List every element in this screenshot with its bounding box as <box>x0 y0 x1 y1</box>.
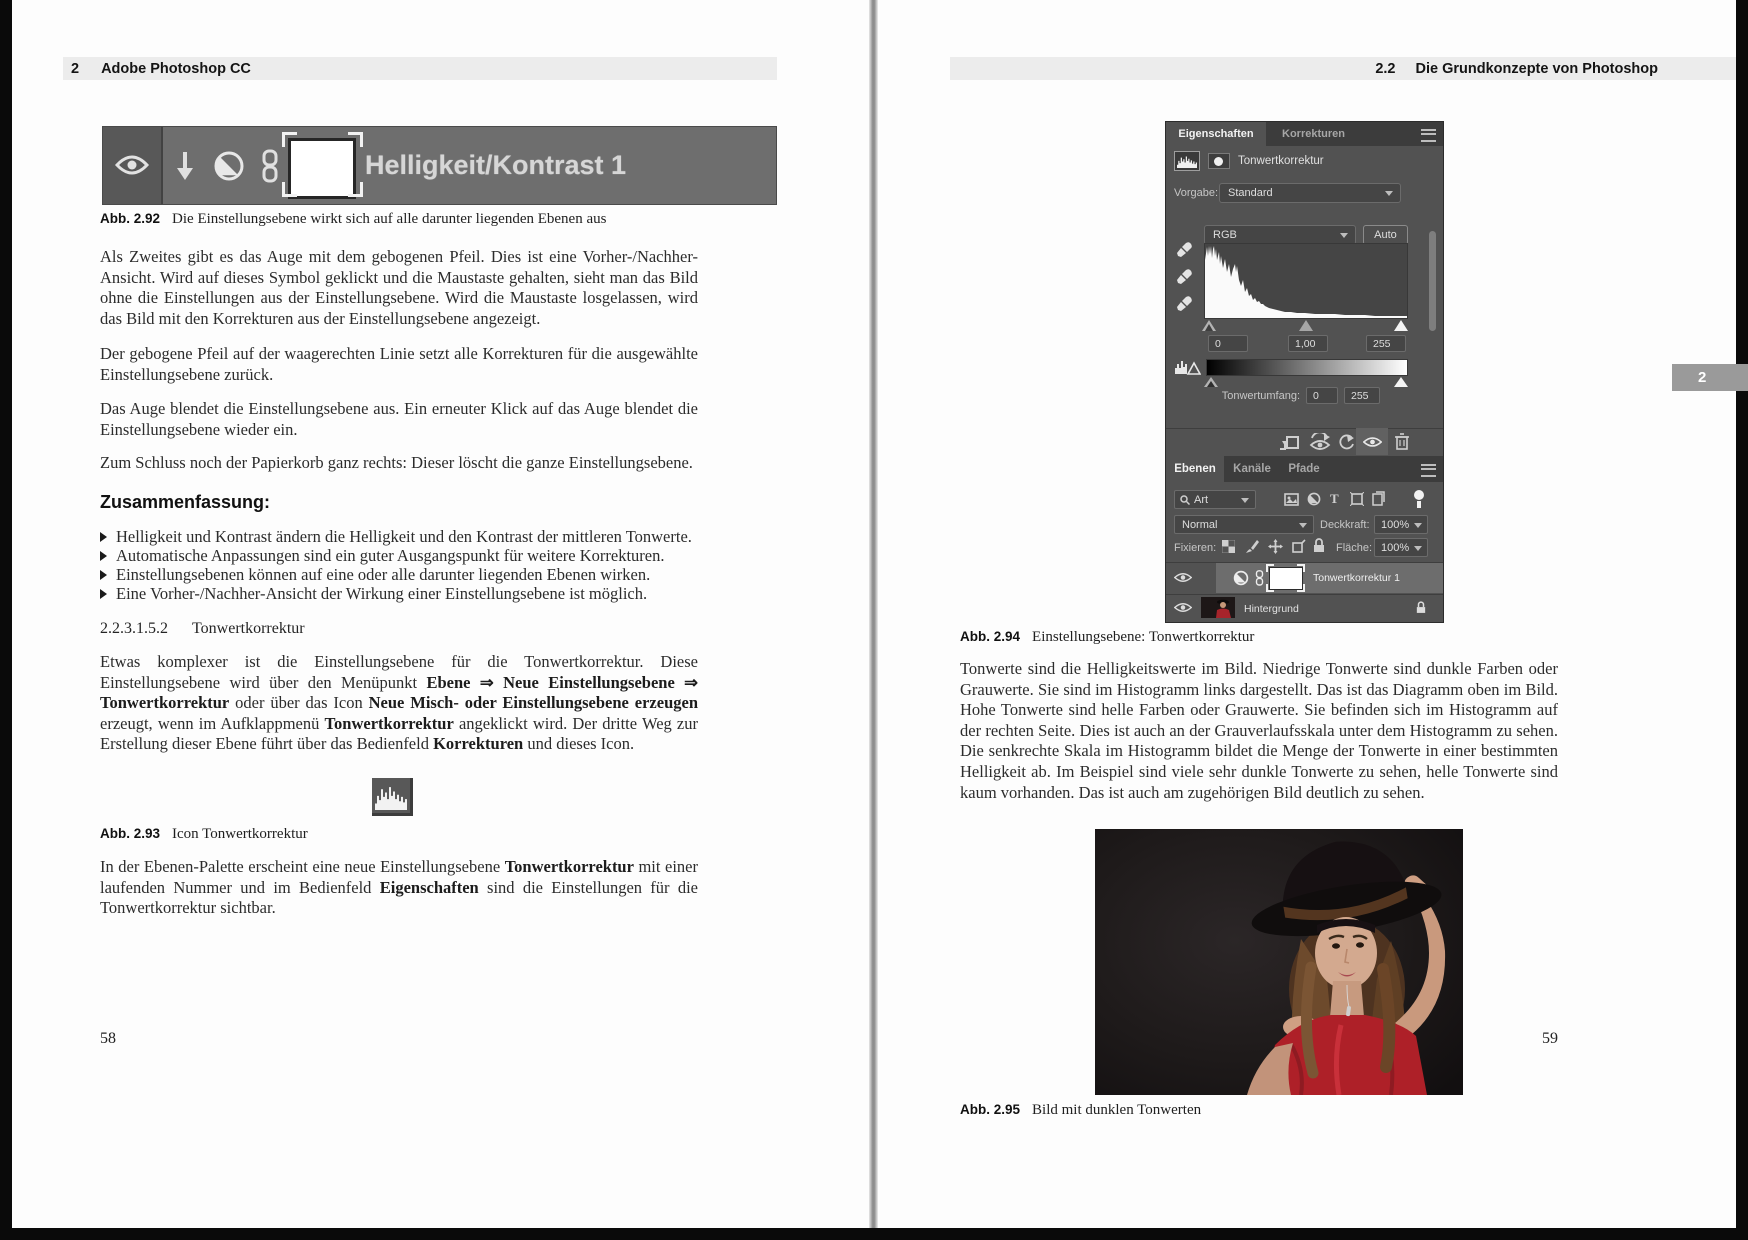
reset-icon[interactable] <box>1338 434 1355 450</box>
output-shadow-input[interactable]: 0 <box>1306 387 1338 404</box>
tab-eigenschaften[interactable]: Eigenschaften <box>1166 122 1266 146</box>
caption-2-92 <box>100 211 606 228</box>
tab-pfade[interactable]: Pfade <box>1288 463 1320 475</box>
figure-2-94-photoshop-panel <box>1165 121 1444 623</box>
figure-2-92-layer-bar <box>102 126 777 205</box>
section-number: 2.2 <box>1375 60 1396 77</box>
lock-transparency-icon[interactable] <box>1222 540 1235 553</box>
caption-text: Einstellungsebene: Tonwertkorrektur <box>1032 629 1255 645</box>
auto-button[interactable] <box>1363 225 1408 245</box>
levels-icon-button[interactable] <box>1174 151 1200 171</box>
eye-icon[interactable] <box>115 154 149 176</box>
layers-tabbar <box>1166 456 1443 482</box>
eye-icon <box>1363 436 1382 448</box>
trash-icon[interactable] <box>1395 433 1409 450</box>
clip-to-layer-icon[interactable] <box>1279 435 1299 451</box>
paragraph: Als Zweites gibt es das Auge mit dem gebogenen Pfeil. Dies ist eine Vorher-/Nachher-Ansicht. Wird auf dieses Symbol geklickt und die Maustaste gehalten, sieht man das Bild ohne die Einstellungen aus der Einstellungsebene. Wird die Maustaste losgelassen, wird das Bild mit den Korrekturen aus der Einstellungsebene angezeigt. <box>100 247 698 328</box>
mask-corner <box>348 182 363 197</box>
visibility-toggle-button[interactable] <box>1356 428 1388 455</box>
type-filter-icon[interactable]: T <box>1330 491 1339 506</box>
eyedropper-white-icon[interactable] <box>1177 296 1193 312</box>
caption-text: Icon Tonwertkorrektur <box>172 826 308 842</box>
channel-dropdown[interactable] <box>1204 225 1356 245</box>
caption-2-95 <box>960 1102 1201 1119</box>
output-highlight-input[interactable]: 255 <box>1344 387 1380 404</box>
chain-link-icon <box>259 149 281 183</box>
list-item: Helligkeit und Kontrast ändern die Helligkeit und den Kontrast der mittleren Tonwerte. <box>100 527 698 547</box>
eye-icon[interactable] <box>1174 602 1192 613</box>
left-running-header <box>63 57 777 80</box>
histogram-icon <box>1177 156 1197 168</box>
paragraph: Zum Schluss noch der Papierkorb ganz rechts: Dieser löscht die ganze Einstellungsebene. <box>100 453 693 472</box>
bullet-triangle-icon <box>100 570 107 580</box>
deckkraft-input[interactable] <box>1374 515 1428 534</box>
chapter-number: 2 <box>71 60 80 77</box>
chevron-down-icon <box>1414 523 1422 528</box>
auto-label: Auto <box>1374 229 1397 241</box>
panel-menu-icon[interactable] <box>1421 129 1436 142</box>
flaeche-value: 100% <box>1381 541 1410 554</box>
deckkraft-value: 100% <box>1381 518 1410 531</box>
chevron-down-icon <box>1241 498 1249 503</box>
caption-label: Abb. 2.92 <box>100 211 161 226</box>
midtone-slider[interactable] <box>1299 320 1313 331</box>
layer-filter-dropdown[interactable] <box>1174 490 1256 509</box>
chevron-down-icon <box>1340 233 1348 238</box>
mask-circle-icon <box>1214 157 1223 166</box>
paragraph: Das Auge blendet die Einstellungsebene aus. Ein erneuter Klick auf das Auge blendet die Einstellungsebene wieder ein. <box>100 399 698 439</box>
chain-link-icon <box>1255 570 1264 586</box>
list-item: Einstellungsebenen können auf eine oder alle darunter liegenden Ebenen wirken. <box>100 565 698 585</box>
mask-corner <box>282 132 297 147</box>
adjustment-filter-icon[interactable] <box>1307 492 1321 506</box>
caption-label: Abb. 2.93 <box>100 826 161 841</box>
highlight-slider[interactable] <box>1394 320 1408 331</box>
channel-value: RGB <box>1213 229 1237 241</box>
section-title: Die Grundkonzepte von Photoshop <box>1415 60 1658 77</box>
lock-pixels-brush-icon[interactable] <box>1245 539 1259 554</box>
vorgabe-value: Standard <box>1228 187 1273 199</box>
summary-heading: Zusammenfassung: <box>100 492 271 512</box>
output-shadow-slider[interactable] <box>1204 377 1218 387</box>
lock-artboard-icon[interactable] <box>1291 539 1306 554</box>
smart-object-filter-icon[interactable] <box>1372 491 1385 506</box>
paragraph: Tonwerte sind die Helligkeitswerte im Bild. Niedrige Tonwerte sind dunkle Farben oder Grauwerte. Sie sind im Histogramm links dargestellt. Das ist das Diagramm oben im Bild. Hohe Tonwerte sind helle Farben oder Grauwerte. Sie befinden sich im Histogramm auf der rechten Seite. Dies ist auch an der Grauverlaufsskala unter dem Histogramm zu sehen. Die senkrechte Skala im Histogramm bildet die Menge der Tonwerte in einer bestimmten Helligkeit ab. Im Beispiel sind viele sehr dunkle Tonwerte zu sehen, helle Tonwerte sind kaum vorhanden. Das ist auch am zugehörigen Bild deutlich zu sehen. <box>960 659 1558 802</box>
page-gutter <box>869 0 878 1228</box>
figure-2-95-photo <box>1095 829 1463 1095</box>
right-running-header <box>950 57 1736 80</box>
mask-corner <box>348 132 363 147</box>
background-thumb-image <box>1201 597 1235 618</box>
output-highlight-slider[interactable] <box>1394 377 1408 387</box>
chevron-down-icon <box>1299 523 1307 528</box>
eye-icon[interactable] <box>1174 572 1192 583</box>
caption-label: Abb. 2.95 <box>960 1102 1021 1117</box>
caption-2-93 <box>100 826 308 843</box>
list-item: Automatische Anpassungen sind ein guter Ausgangspunkt für weitere Korrekturen. <box>100 546 698 566</box>
eyedropper-black-icon[interactable] <box>1177 242 1193 258</box>
clip-arrow-icon <box>175 151 195 181</box>
adjustment-thumbnail-icon <box>1233 570 1249 586</box>
shape-filter-icon[interactable] <box>1350 492 1364 506</box>
page-number-left: 58 <box>100 1030 116 1047</box>
flaeche-label: Fläche: <box>1336 542 1373 554</box>
midtone-input[interactable]: 1,00 <box>1288 335 1328 352</box>
lock-position-icon[interactable] <box>1268 539 1283 554</box>
chapter-thumb-tab <box>1672 364 1748 391</box>
panel-menu-icon[interactable] <box>1421 464 1436 477</box>
caption-label: Abb. 2.94 <box>960 629 1021 644</box>
vorgabe-dropdown[interactable] <box>1219 183 1401 203</box>
paragraph: Der gebogene Pfeil auf der waagerechten Linie setzt alle Korrekturen für die ausgewählte Einstellungsebene zurück. <box>100 344 698 384</box>
adjustment-title: Tonwertkorrektur <box>1238 155 1324 167</box>
properties-tabbar <box>1166 122 1443 146</box>
blend-mode-value: Normal <box>1182 518 1218 531</box>
filter-toggle[interactable] <box>1414 490 1424 500</box>
background-layer-thumbnail[interactable] <box>1201 597 1235 618</box>
flaeche-input[interactable] <box>1374 538 1428 557</box>
layer-name: Tonwertkorrektur 1 <box>1313 572 1400 584</box>
blend-mode-dropdown[interactable] <box>1174 515 1314 534</box>
bullet-triangle-icon <box>100 532 107 542</box>
paragraph: Etwas komplexer ist die Einstellungsebene für die Tonwertkorrektur. Diese Einstellungsebene wird über den Menüpunkt Ebene ⇒ Neue Einstellungsebene ⇒ Tonwertkorrektur oder über das Icon Neue Misch- oder Einstellungsebene erzeugen erzeugt, wenn im Aufklappmenü Tonwertkorrektur angeklickt wird. Der dritte Weg zur Erstellung dieser Ebene führt über das Bedienfeld Korrekturen und dieses Icon. <box>100 652 698 754</box>
caption-text: Bild mit dunklen Tonwerten <box>1032 1102 1202 1118</box>
chapter-tab-number: 2 <box>1698 369 1707 386</box>
chevron-down-icon <box>1414 546 1422 551</box>
list-item: Eine Vorher-/Nachher-Ansicht der Wirkung einer Einstellungsebene ist möglich. <box>100 584 698 604</box>
tab-korrekturen[interactable]: Korrekturen <box>1282 128 1345 140</box>
figure-2-93-histogram-icon <box>372 778 413 816</box>
layer-name: Hintergrund <box>1244 603 1299 615</box>
before-after-eye-icon[interactable] <box>1309 433 1331 451</box>
caption-text: Die Einstellungsebene wirkt sich auf alle darunter liegenden Ebenen aus <box>172 211 607 227</box>
mask-icon-button[interactable] <box>1208 153 1230 169</box>
subsection-heading <box>100 620 305 638</box>
caption-2-94 <box>960 629 1254 646</box>
layer-mask-thumbnail[interactable] <box>288 138 356 199</box>
shadow-input[interactable]: 0 <box>1208 335 1248 352</box>
vorgabe-label: Vorgabe: <box>1174 187 1219 199</box>
search-icon <box>1180 495 1190 505</box>
portrait-photo <box>1095 829 1463 1095</box>
paragraph: In der Ebenen-Palette erscheint eine neue Einstellungsebene Tonwertkorrektur mit einer laufenden Nummer und im Bedienfeld Eigenschaften sind die Einstellungen für die Tonwertkorrektur sichtbar. <box>100 857 698 918</box>
deckkraft-label: Deckkraft: <box>1320 519 1370 531</box>
tab-ebenen[interactable]: Ebenen <box>1166 456 1224 482</box>
subsection-number: 2.2.3.1.5.2 <box>100 620 168 637</box>
layer-name-label: Helligkeit/Kontrast 1 <box>365 150 627 180</box>
output-gradient-bar <box>1206 359 1408 376</box>
histogram-plot <box>1205 244 1407 318</box>
bullet-triangle-icon <box>100 551 107 561</box>
tonwertumfang-label: Tonwertumfang: <box>1221 390 1300 402</box>
bullet-triangle-icon <box>100 589 107 599</box>
adjustment-circle-icon <box>213 150 245 182</box>
fixieren-label: Fixieren: <box>1174 542 1217 554</box>
histogram-icon <box>375 786 407 810</box>
page-number-right: 59 <box>1542 1030 1558 1047</box>
lock-all-icon[interactable] <box>1313 538 1325 553</box>
subsection-title: Tonwertkorrektur <box>192 620 305 637</box>
pixel-layer-filter-icon[interactable] <box>1284 493 1299 506</box>
lock-icon <box>1416 601 1426 614</box>
filter-toggle-stem <box>1417 501 1421 508</box>
chevron-down-icon <box>1385 191 1393 196</box>
shadow-slider[interactable] <box>1202 320 1216 331</box>
eyedropper-gray-icon[interactable] <box>1177 269 1193 285</box>
highlight-input[interactable]: 255 <box>1366 335 1406 352</box>
mask-corner <box>282 182 297 197</box>
visibility-column <box>103 127 163 204</box>
warning-histogram-icon <box>1175 359 1201 376</box>
layer-row-selected[interactable] <box>1216 563 1443 593</box>
filter-value: Art <box>1194 493 1209 506</box>
panel-scrollbar[interactable] <box>1429 231 1436 331</box>
chapter-title: Adobe Photoshop CC <box>101 60 251 77</box>
tab-kanaele[interactable]: Kanäle <box>1233 463 1271 475</box>
levels-histogram <box>1204 243 1408 319</box>
